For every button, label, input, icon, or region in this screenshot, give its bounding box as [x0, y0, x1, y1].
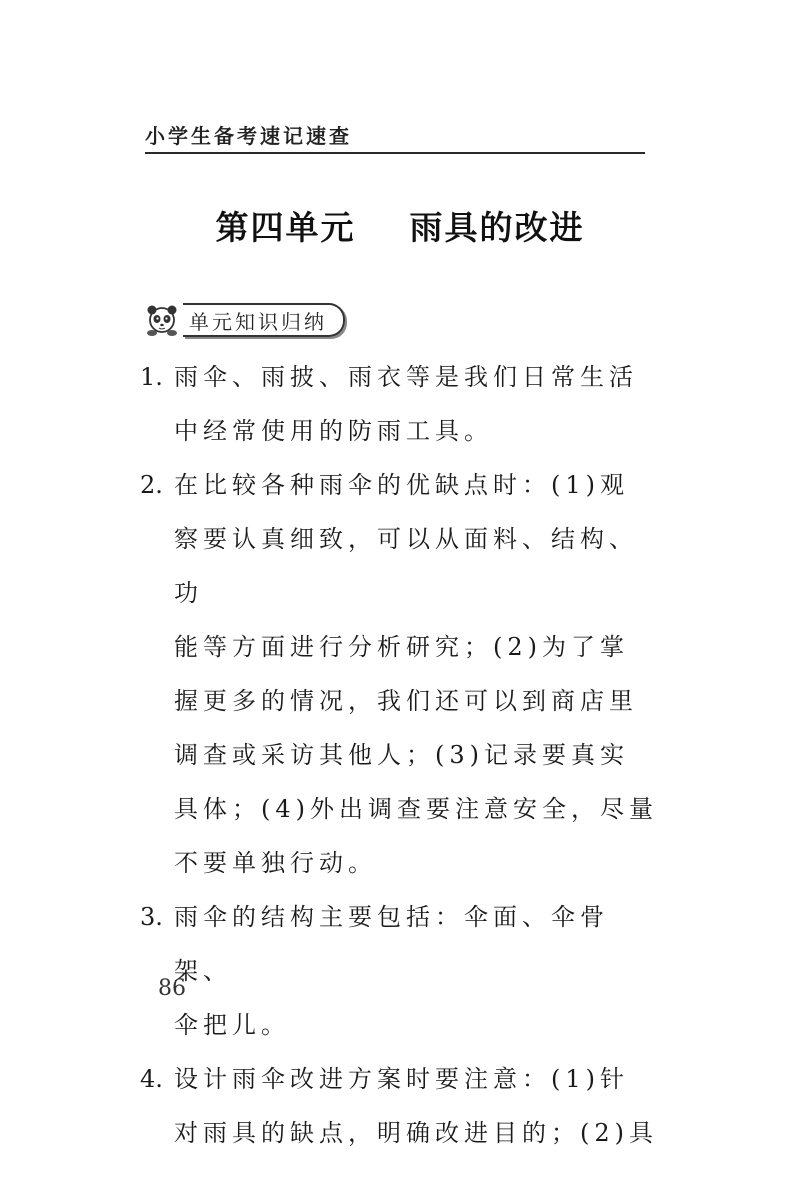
section-label: 单元知识归纳: [189, 309, 327, 334]
item-line: 伞把儿。: [174, 1011, 290, 1039]
item-number: 4.: [140, 1065, 163, 1093]
running-header: [145, 118, 645, 154]
item-line: 察要认真细致，可以从面料、结构、功: [174, 525, 638, 607]
knowledge-list: [140, 350, 660, 1160]
list-item: [140, 350, 660, 458]
item-line: 调查或采访其他人；(3)记录要真实: [174, 741, 629, 769]
book-series-title: 小学生备考速记速查: [145, 124, 352, 148]
item-number: 3.: [140, 903, 163, 931]
unit-title: 第四单元 雨具的改进: [215, 208, 585, 247]
item-line: 设计雨伞改进方案时要注意：(1)针: [174, 1065, 629, 1093]
page-number: 86: [158, 976, 186, 1001]
list-item: [140, 890, 660, 1052]
item-line: 雨伞、雨披、雨衣等是我们日常生活: [174, 363, 638, 391]
item-number: 1.: [140, 363, 163, 391]
item-line: 不要单独行动。: [174, 849, 377, 877]
list-item: [140, 1052, 660, 1160]
item-line: 握更多的情况，我们还可以到商店里: [174, 687, 638, 715]
section-tab: [183, 303, 345, 337]
item-number: 2.: [140, 471, 163, 499]
section-badge: [143, 302, 345, 338]
list-item: [140, 458, 660, 890]
item-line: 雨伞的结构主要包括：伞面、伞骨架、: [174, 903, 609, 985]
item-line: 对雨具的缺点，明确改进目的；(2)具: [174, 1119, 658, 1147]
item-line: 在比较各种雨伞的优缺点时：(1)观: [174, 471, 629, 499]
item-line: 能等方面进行分析研究；(2)为了掌: [174, 633, 629, 661]
item-line: 具体；(4)外出调查要注意安全，尽量: [174, 795, 658, 823]
item-line: 中经常使用的防雨工具。: [174, 417, 493, 445]
panda-icon: [143, 302, 181, 338]
